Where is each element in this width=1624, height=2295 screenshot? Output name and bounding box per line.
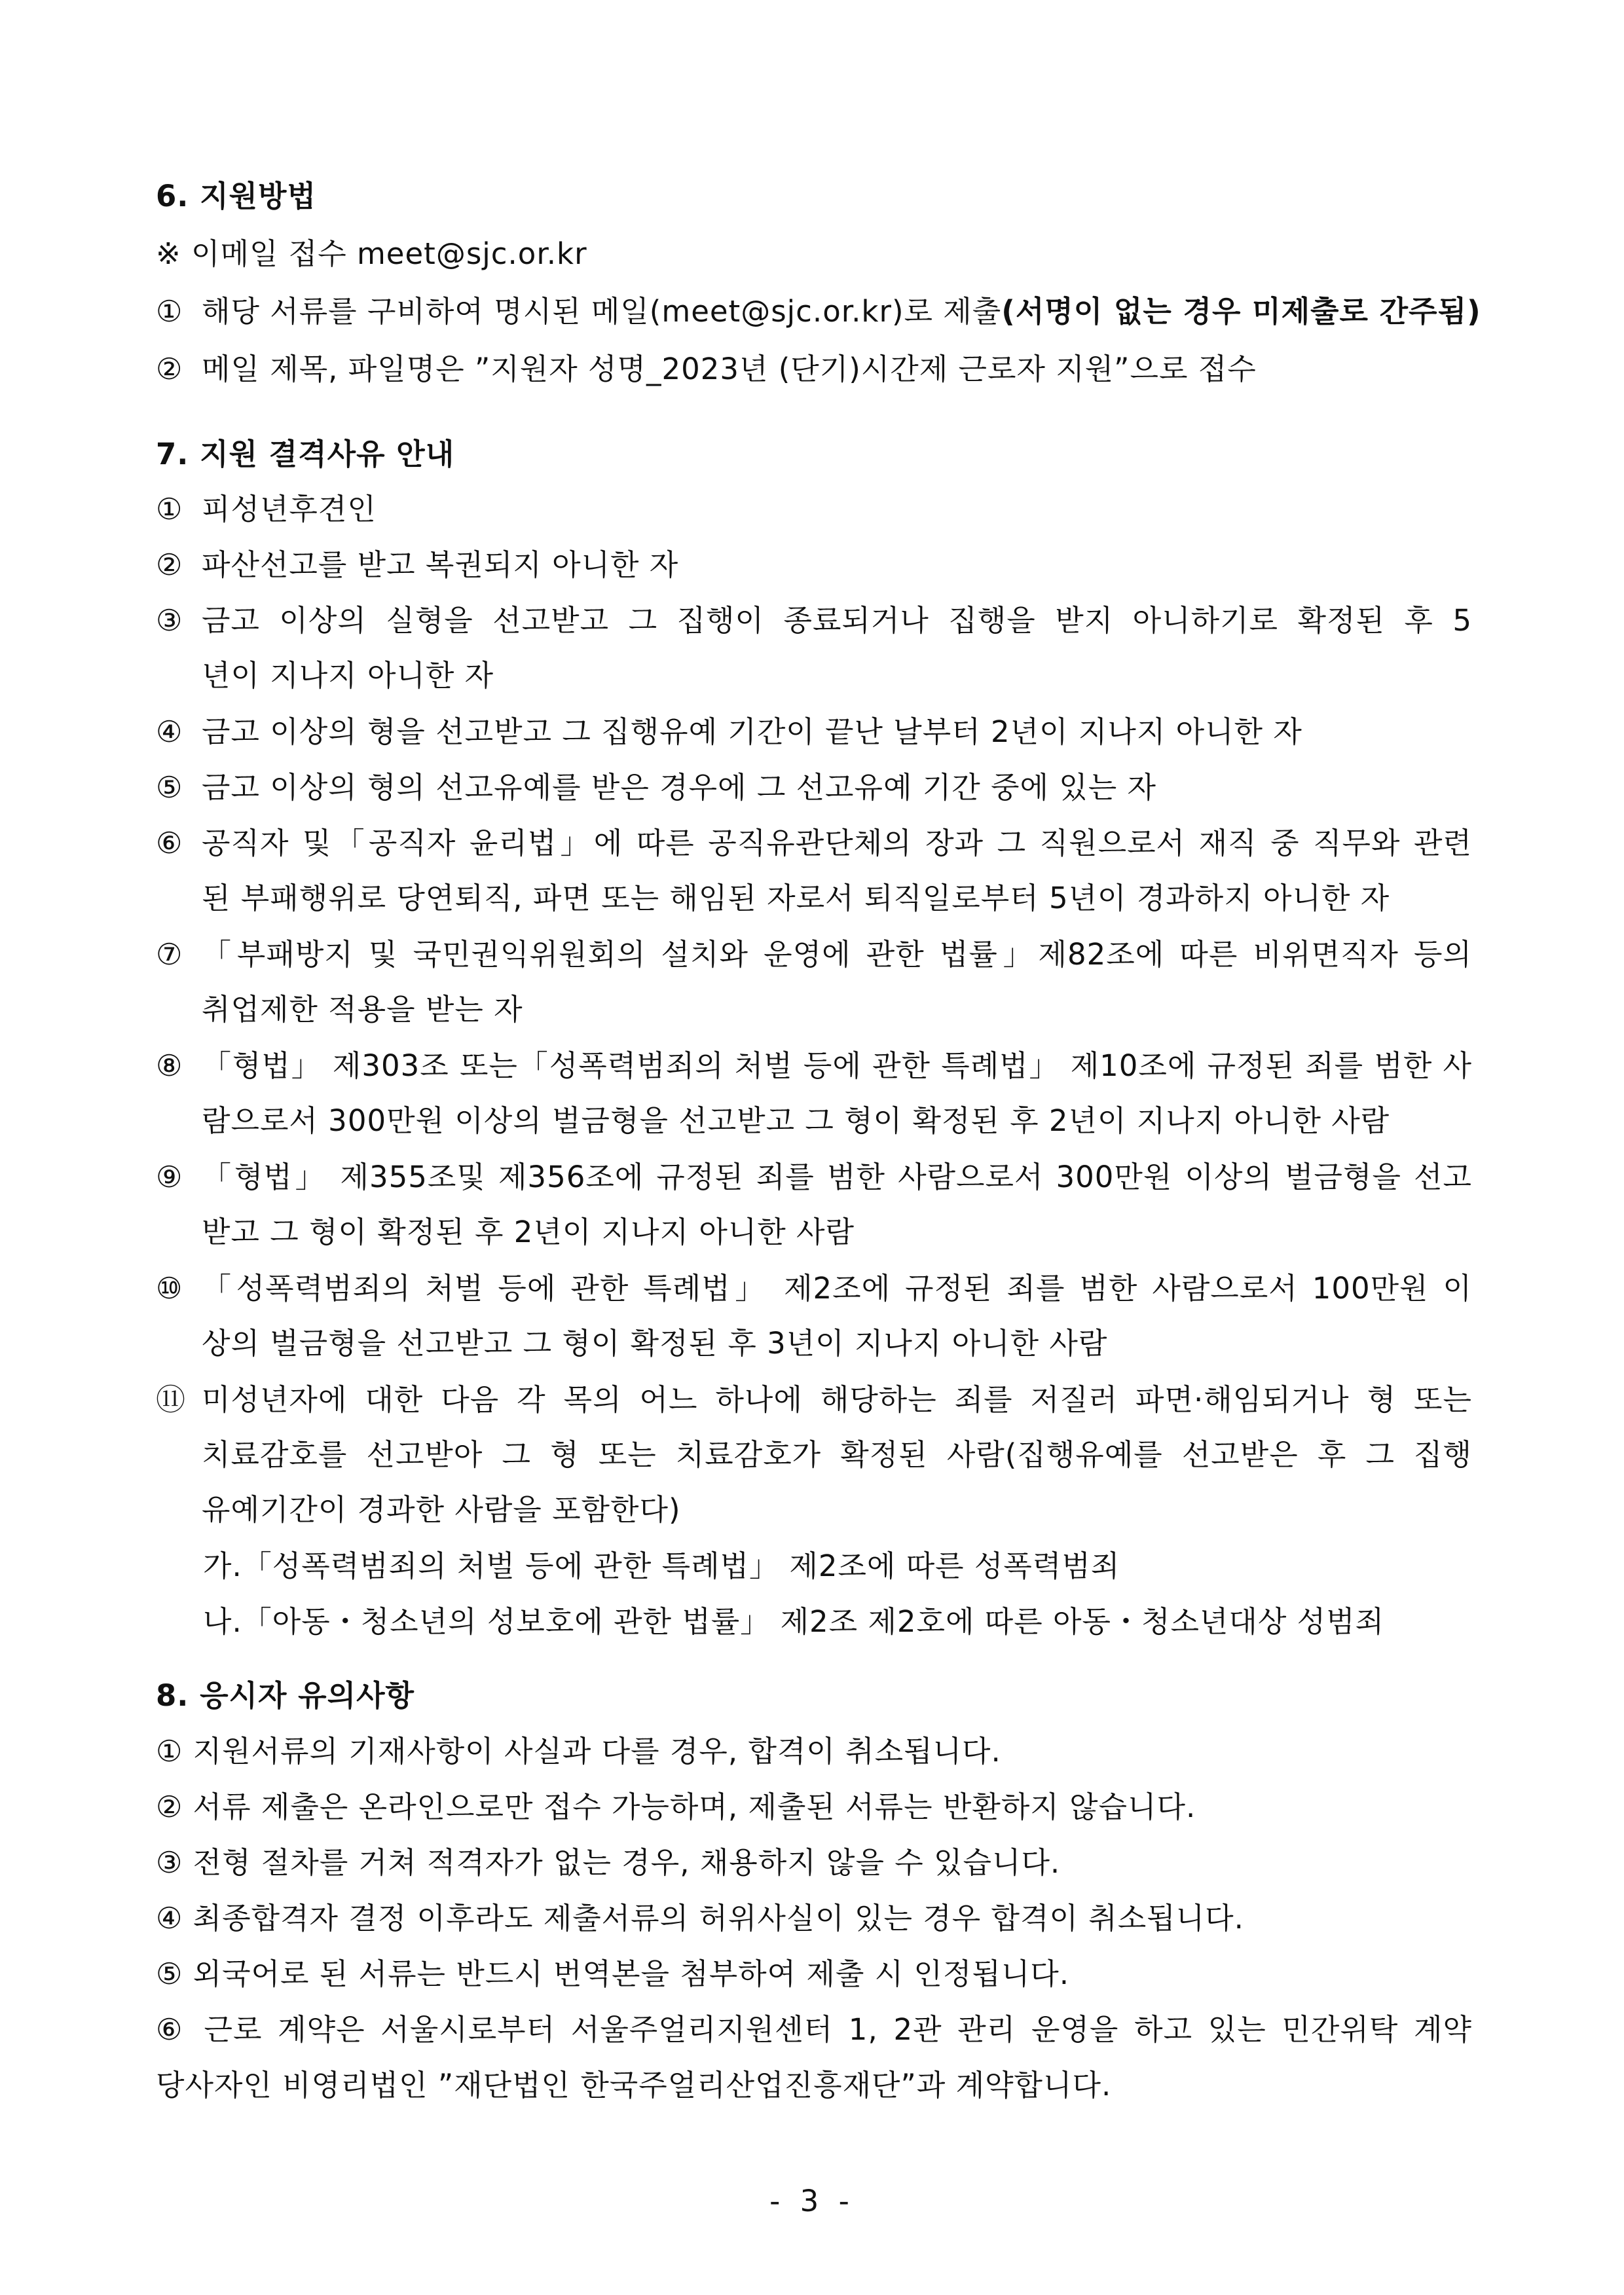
section-8-heading: 8. 응시자 유의사항 <box>156 1678 415 1713</box>
item-line: 「형법」 제303조 또는「성폭력범죄의 처벌 등에 관한 특례법」 제10조에 규정된 죄를 범한 사 <box>202 1048 1472 1083</box>
item-line: 상의 벌금형을 선고받고 그 형이 확정된 후 3년이 지나지 아니한 사람 <box>202 1326 1108 1361</box>
item-line: 유예기간이 경과한 사람을 포함한다) <box>202 1492 681 1527</box>
item-line: 람으로서 300만원 이상의 벌금형을 선고받고 그 형이 확정된 후 2년이 지나지 아니한 사람 <box>202 1103 1390 1138</box>
item-line: 공직자 및「공직자 윤리법」에 따른 공직유관단체의 장과 그 직원으로서 재직 중 직무와 관련 <box>202 826 1472 860</box>
section-8-item-6-line-1: ⑥ 근로 계약은 서울시로부터 서울주얼리지원센터 1, 2관 관리 운영을 하고 있는 민간위탁 계약 <box>156 2012 1472 2047</box>
item-bold-note: (서명이 없는 경우 미제출로 간주됨) <box>1001 294 1481 329</box>
email-note: ※ 이메일 접수 meet@sjc.or.kr <box>156 236 587 271</box>
item-line: 「부패방지 및 국민권익위원회의 설치와 운영에 관한 법률」제82조에 따른 비위면직자 등의 <box>202 937 1472 972</box>
sub-item-na: 나.「아동・청소년의 성보호에 관한 법률」 제2조 제2호에 따른 아동・청소년대상 성범죄 <box>203 1604 1385 1639</box>
item-line: 금고 이상의 실형을 선고받고 그 집행이 종료되거나 집행을 받지 아니하기로 확정된 후 5 <box>202 603 1472 638</box>
section-6-heading: 6. 지원방법 <box>156 179 316 213</box>
item-number: ② <box>156 547 183 582</box>
sub-item-ga: 가.「성폭력범죄의 처벌 등에 관한 특례법」 제2조에 따른 성폭력범죄 <box>203 1549 1120 1583</box>
item-number: ⑥ <box>156 826 183 860</box>
item-line: 미성년자에 대한 다음 각 목의 어느 하나에 해당하는 죄를 저질러 파면·해임되거나 형 또는 <box>202 1382 1472 1417</box>
section-8-item-5: ⑤ 외국어로 된 서류는 반드시 번역본을 첨부하여 제출 시 인정됩니다. <box>156 1956 1070 1991</box>
section-8-item-4: ④ 최종합격자 결정 이후라도 제출서류의 허위사실이 있는 경우 합격이 취소됩니다. <box>156 1901 1244 1936</box>
item-line: 치료감호를 선고받아 그 형 또는 치료감호가 확정된 사람(집행유예를 선고받은 후 그 집행 <box>202 1437 1472 1472</box>
section-8-item-6-line-2: 당사자인 비영리법인 ”재단법인 한국주얼리산업진흥재단”과 계약합니다. <box>156 2068 1112 2102</box>
section-7-heading: 7. 지원 결격사유 안내 <box>156 437 455 471</box>
item-line: 받고 그 형이 확정된 후 2년이 지나지 아니한 사람 <box>202 1215 855 1249</box>
item-line: 년이 지나지 아니한 자 <box>202 658 494 693</box>
item-line: 금고 이상의 형의 선고유예를 받은 경우에 그 선고유예 기간 중에 있는 자 <box>202 770 1156 805</box>
item-number: ⑨ <box>156 1160 183 1194</box>
section-8-item-1: ① 지원서류의 기재사항이 사실과 다를 경우, 합격이 취소됩니다. <box>156 1734 1001 1769</box>
item-number: ④ <box>156 714 183 749</box>
item-line: 된 부패행위로 당연퇴직, 파면 또는 해임된 자로서 퇴직일로부터 5년이 경과하지 아니한 자 <box>202 881 1390 915</box>
item-line: 취업제한 적용을 받는 자 <box>202 992 523 1027</box>
item-line: 금고 이상의 형을 선고받고 그 집행유예 기간이 끝난 날부터 2년이 지나지 아니한 자 <box>202 714 1302 749</box>
page-number: - 3 - <box>769 2184 855 2218</box>
item-line: 「형법」 제355조및 제356조에 규정된 죄를 범한 사람으로서 300만원 이상의 벌금형을 선고 <box>202 1160 1472 1194</box>
item-text: 해당 서류를 구비하여 명시된 메일(meet@sjc.or.kr)로 제출 <box>202 294 1002 329</box>
item-line: 파산선고를 받고 복권되지 아니한 자 <box>202 547 679 582</box>
item-number: ⑦ <box>156 937 183 972</box>
item-line: 「성폭력범죄의 처벌 등에 관한 특례법」 제2조에 규정된 죄를 범한 사람으로서 100만원 이 <box>202 1271 1472 1306</box>
item-number: ⑤ <box>156 770 183 805</box>
section-8-item-2: ② 서류 제출은 온라인으로만 접수 가능하며, 제출된 서류는 반환하지 않습니다. <box>156 1790 1196 1824</box>
item-number: ② <box>156 352 183 386</box>
item-number: ③ <box>156 603 183 638</box>
item-number: ① <box>156 294 183 329</box>
item-number: ⑩ <box>156 1271 183 1306</box>
item-line: 피성년후견인 <box>202 492 377 526</box>
item-text: 메일 제목, 파일명은 ”지원자 성명_2023년 (단기)시간제 근로자 지원”으로 접수 <box>202 352 1257 386</box>
section-8-item-3: ③ 전형 절차를 거쳐 적격자가 없는 경우, 채용하지 않을 수 있습니다. <box>156 1845 1061 1880</box>
item-number: ① <box>156 492 183 526</box>
item-number: ⑪ <box>156 1382 187 1417</box>
item-number: ⑧ <box>156 1048 183 1083</box>
